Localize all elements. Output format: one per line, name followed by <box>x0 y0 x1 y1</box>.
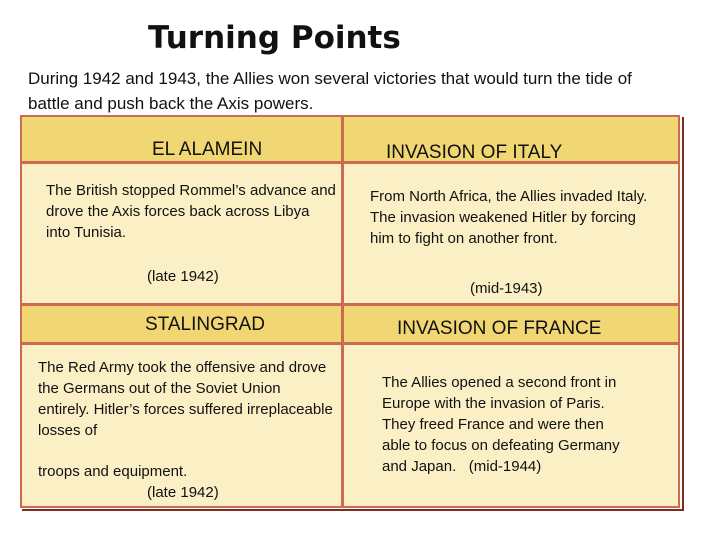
france-date: (mid-1944) <box>468 458 542 475</box>
stalingrad-text: The Red Army took the offensive and drove the Germans out of the Soviet Union entirely. Hitler’s forces suffered irreplaceable losses of <box>38 359 333 439</box>
france-text: The Allies opened a second front in Europe with the invasion of Paris. They freed France and were then able to focus on defeating Germany and Japan. (mid-1944) <box>382 374 620 475</box>
stalingrad-text-cont: troops and equipment. <box>38 463 188 480</box>
page-title: Turning Points <box>148 20 401 56</box>
header-divider-top <box>20 161 680 164</box>
el-alamein-date: (late 1942) <box>147 268 219 285</box>
header-divider-bottom <box>20 342 680 345</box>
column-divider <box>341 117 344 508</box>
italy-text: From North Africa, the Allies invaded Italy. The invasion weakened Hitler by forcing him to fight on another front. <box>370 188 648 247</box>
intro-paragraph: During 1942 and 1943, the Allies won several victories that would turn the tide of battle and push back the Axis powers. <box>28 69 632 113</box>
stalingrad-date: (late 1942) <box>147 484 219 501</box>
italy-date: (mid-1943) <box>470 280 543 297</box>
row-divider <box>20 303 680 306</box>
el-alamein-text: The British stopped Rommel’s advance and drove the Axis forces back across Libya into Tunisia. <box>46 182 336 241</box>
france-heading: INVASION OF FRANCE <box>397 318 602 339</box>
el-alamein-heading: EL ALAMEIN <box>152 139 263 160</box>
stalingrad-heading: STALINGRAD <box>145 314 266 335</box>
italy-heading: INVASION OF ITALY <box>386 142 563 163</box>
